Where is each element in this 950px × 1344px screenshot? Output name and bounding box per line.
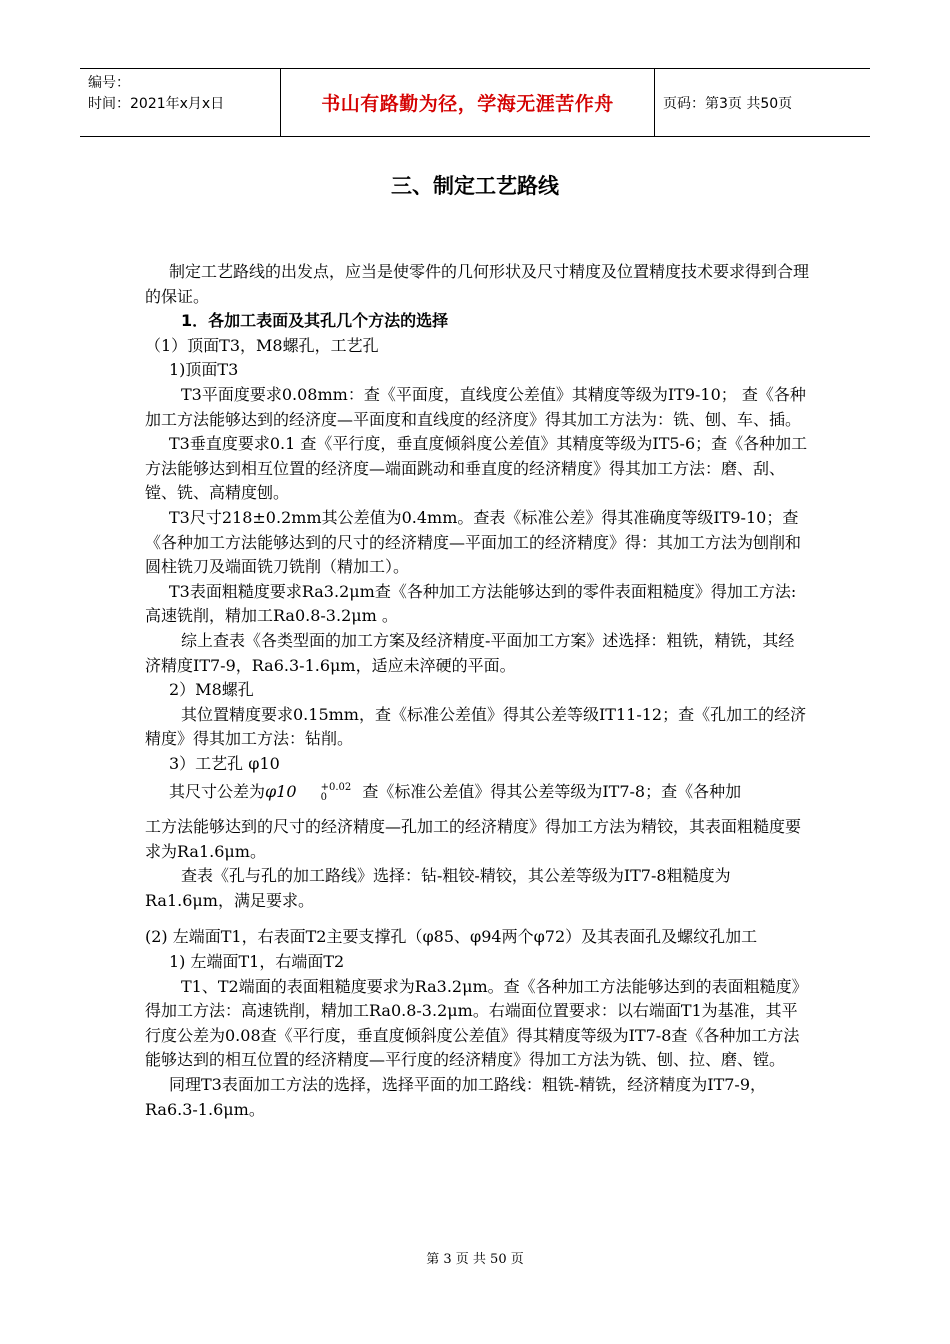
item-heading: 1)顶面T3 [169,360,239,380]
page-header [80,68,870,137]
subsection-heading: (2) 左端面T1，右表面T2主要支撑孔（φ85、φ94两个φ72）及其表面孔及螺纹孔加工 [145,927,758,947]
paragraph: 同理T3表面加工方法的选择，选择平面的加工路线：粗铣-精铣，经济精度为IT7-9，Ra6.3-1.6μm。 [145,1075,767,1119]
phi-dimension: φ10 [265,782,297,802]
paragraph: 查表《孔与孔的加工路线》选择：钻-粗铰-精铰，其公差等级为IT7-8粗糙度为 Ra1.6μm，满足要求。 [145,866,731,910]
item-heading: 2）M8螺孔 [169,680,254,700]
page-footer: 第 3 页 共 50 页 [426,1252,524,1267]
paragraph: 其位置精度要求0.15mm，查《标准公差值》得其公差等级IT11-12；查《孔加工的经济精度》得其加工方法：钻削。 [145,704,807,749]
lower-tolerance: 0 [320,791,327,803]
paragraph: T3平面度要求0.08mm：查《平面度，直线度公差值》其精度等级为IT9-10； 查《各种加工方法能够达到的经济度—平面度和直线度的经济度》得其加工方法为：铣、刨、车、插。 [145,384,806,429]
paragraph: T3表面粗糙度要求Ra3.2μm查《各种加工方法能够达到的零件表面粗糙度》得加工方法:高速铣削，精加工Ra0.8-3.2μm 。 [145,581,797,626]
header-page-cell [655,69,870,136]
tolerance-stack [297,783,352,803]
document-body [145,260,810,1122]
formula-paragraph [145,780,810,805]
page-title: 三、制定工艺路线 [391,174,559,198]
doc-number-label: 编号： [88,75,130,91]
header-motto-cell [281,69,655,136]
subsection-heading: （1）顶面T3，M8螺孔，工艺孔 [145,335,379,355]
text-run: 查《标准公差值》得其公差等级为IT7-8；查《各种加 [357,782,742,802]
header-page-label: 页码：第3页 共50页 [663,95,793,112]
header-motto: 书山有路勤为径，学海无涯苦作舟 [321,93,614,115]
item-heading: 3）工艺孔 φ10 [169,753,280,773]
doc-date-label: 时间：2021年x月x日 [88,96,225,112]
paragraph: T3垂直度要求0.1 查《平行度，垂直度倾斜度公差值》其精度等级为IT5-6；查《各种加工方法能够达到相互位置的经济度—端面跳动和垂直度的经济精度》得其加工方法：磨、刮、镗、铣、高精度刨。 [145,434,808,503]
spacer [145,913,810,925]
section-heading: 1．各加工表面及其孔几个方法的选择 [181,311,449,331]
paragraph: T3尺寸218±0.2mm其公差值为0.4mm。查表《标准公差》得其准确度等级IT9-10；查《各种加工方法能够达到的尺寸的经济精度—平面加工的经济精度》得：其加工方法为刨削和圆柱铣刀及端面铣刀铣削（精加工）。 [145,507,802,577]
upper-tolerance: +0.02 [320,781,352,793]
paragraph: 综上查表《各类型面的加工方案及经济精度-平面加工方案》述选择：粗铣，精铣，其经济精度IT7-9，Ra6.3-1.6μm，适应未淬硬的平面。 [145,630,795,675]
item-heading: 1) 左端面T1，右端面T2 [169,952,345,972]
paragraph: T1、T2端面的表面粗糙度要求为Ra3.2μm。查《各种加工方法能够达到的表面粗糙度》得加工方法：高速铣削，精加工Ra0.8-3.2μm。右端面位置要求：以右端面T1为基准，其平行度公差为0.08查《平行度，垂直度倾斜度公差值》得其精度等级为IT7-8查《各种加工方法能够达到的相互位置的经济精度—平行度的经济精度》得加工方法为铣、刨、拉、磨、镗。 [145,976,808,1070]
header-meta [80,69,281,136]
text-run: 其尺寸公差为 [169,782,266,802]
intro-paragraph: 制定工艺路线的出发点，应当是使零件的几何形状及尺寸精度及位置精度技术要求得到合理的保证。 [145,262,810,306]
paragraph: 工方法能够达到的尺寸的经济精度—孔加工的经济精度》得加工方法为精铰，其表面粗糙度要求为Ra1.6μm。 [145,817,802,861]
